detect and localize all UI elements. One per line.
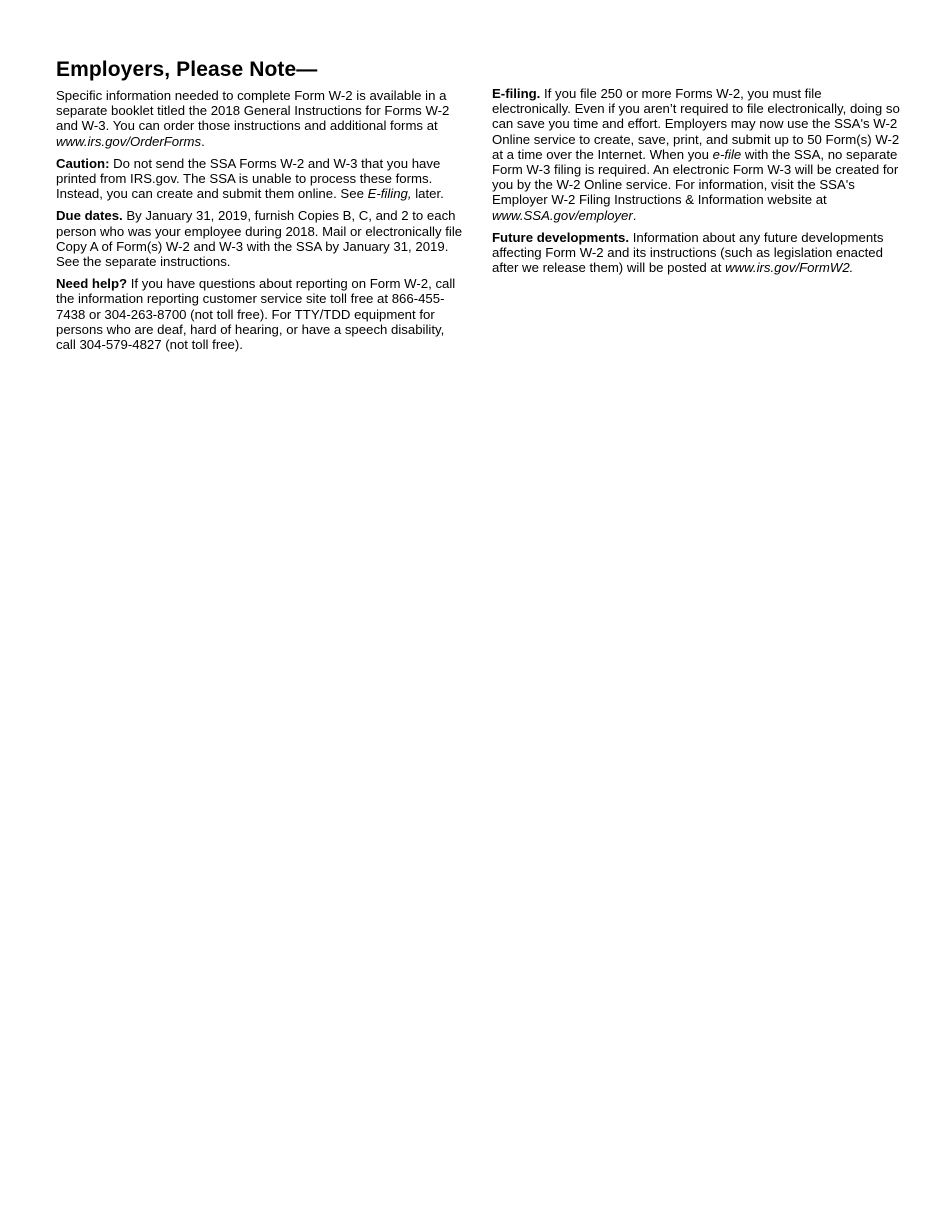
efiling-text-1: If you file 250 or more Forms W-2, you must file electronically. Even if you aren’t required to file electronically, doing so can save you time and effort. Employers may now use the SSA's W-2 Online service to create, save, print, and submit up to 50 Form(s) W-2 at a time over the Internet. When you: [492, 86, 900, 162]
due-dates-text: By January 31, 2019, furnish Copies B, C, and 2 to each person who was your employee during 2018. Mail or electronically file Copy A of Form(s) W-2 and W-3 with the SSA by January 31, 2019. See the separate instructions.: [56, 208, 463, 270]
efiling-paragraph: [492, 86, 900, 223]
caution-end: later.: [411, 186, 444, 202]
page-title: Employers, Please Note—: [56, 58, 318, 81]
need-help-text: If you have questions about reporting on Form W-2, call the information reporting customer service site toll free at 866-455-7438 or 304-263-8700 (not toll free). For TTY/TDD equipment for persons who are deaf, hard of hearing, or have a speech disability, call 304-579-4827 (not toll free).: [56, 276, 456, 353]
due-dates-heading: Due dates.: [56, 208, 123, 224]
need-help-heading: Need help?: [56, 276, 128, 292]
future-developments-text: Information about any future developments affecting Form W-2 and its instructions (such as legislation enacted after we release them) will be posted at: [492, 229, 884, 276]
intro-end: .: [201, 133, 205, 149]
efiling-end: .: [632, 207, 637, 223]
order-forms-link[interactable]: www.irs.gov/OrderForms: [56, 133, 202, 149]
intro-paragraph: [56, 88, 466, 149]
ssa-employer-link[interactable]: www.SSA.gov/employer: [492, 207, 633, 223]
need-help-paragraph: [56, 276, 466, 352]
future-developments-heading: Future developments.: [492, 229, 630, 245]
efiling-text-2: with the SSA, no separate Form W-3 filing is required. An electronic Form W-3 will be created for you by the W-2 Online service. For information, visit the SSA's Employer W-2 Filing Instructions & Information website at: [492, 146, 899, 208]
formw2-link[interactable]: www.irs.gov/FormW2.: [725, 260, 854, 276]
efile-term: e-file: [712, 146, 742, 162]
efiling-heading: E-filing.: [492, 86, 541, 101]
caution-heading: Caution:: [56, 155, 110, 171]
right-column: [492, 86, 900, 282]
efiling-reference: E-filing,: [367, 186, 412, 202]
caution-text: Do not send the SSA Forms W-2 and W-3 that you have printed from IRS.gov. The SSA is unable to process these forms. Instead, you can create and submit them online. See: [56, 155, 441, 202]
left-column: [56, 88, 466, 359]
future-developments-paragraph: [492, 230, 900, 276]
intro-text: Specific information needed to complete Form W-2 is available in a separate booklet titled the 2018 General Instructions for Forms W-2 and W-3. You can order those instructions and additional forms at: [56, 88, 450, 134]
due-dates-paragraph: [56, 208, 466, 269]
caution-paragraph: [56, 156, 466, 202]
